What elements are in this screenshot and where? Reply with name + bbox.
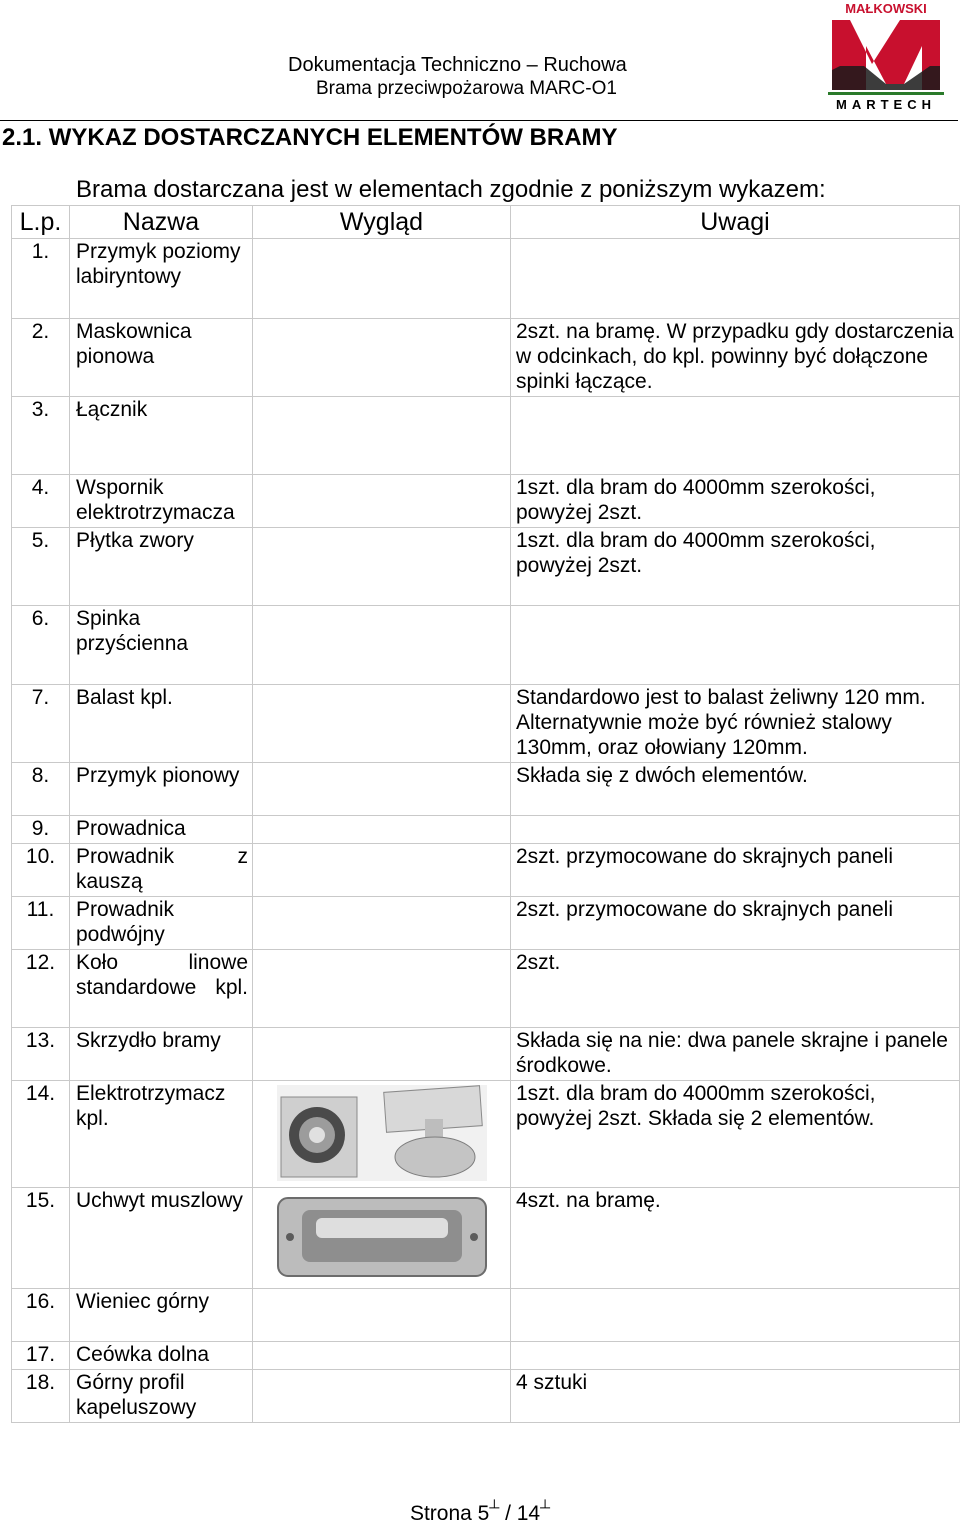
row-notes: 2szt. [511,950,960,1028]
row-image [253,1370,511,1423]
row-name: Łącznik [70,397,253,475]
header-name: Nazwa [70,206,253,239]
row-notes: 2szt. przymocowane do skrajnych paneli [511,844,960,897]
row-notes: 1szt. dla bram do 4000mm szerokości, powyżej 2szt. [511,475,960,528]
row-image [253,1342,511,1370]
table-row [12,685,960,763]
row-name: Uchwyt muszlowy [70,1188,253,1289]
document-title: Dokumentacja Techniczno – Ruchowa [288,54,627,76]
intro-text: Brama dostarczana jest w elementach zgodnie z poniższym wykazem: [76,176,826,203]
row-name: Ceówka dolna [70,1342,253,1370]
header-image: Wygląd [253,206,511,239]
row-name: Balast kpl. [70,685,253,763]
row-image [253,528,511,606]
row-image [253,897,511,950]
row-num: 1. [12,239,70,319]
table-row [12,1188,960,1289]
row-image [253,1081,511,1188]
table-row [12,897,960,950]
table-row [12,397,960,475]
row-num: 13. [12,1028,70,1081]
row-num: 2. [12,319,70,397]
logo-bottom-text: MARTECH [836,97,936,112]
table-row [12,606,960,685]
header-num: L.p. [12,206,70,239]
row-num: 12. [12,950,70,1028]
row-notes: 1szt. dla bram do 4000mm szerokości, powyżej 2szt. Składa się 2 elementów. [511,1081,960,1188]
table-row [12,528,960,606]
shell-handle-photo [272,1192,492,1282]
handle-screw-left [286,1233,294,1241]
row-num: 5. [12,528,70,606]
row-name: Wieniec górny [70,1289,253,1342]
page-mark: ┴ [489,1499,500,1515]
row-name: Spinka przyścienna [70,606,253,685]
row-name: Koło linowe standardowe kpl. [70,950,253,1028]
row-image [253,844,511,897]
header-notes: Uwagi [511,206,960,239]
armature-disc [395,1137,475,1177]
table-row [12,1028,960,1081]
row-image [253,950,511,1028]
row-image [253,685,511,763]
magnet-center [309,1127,325,1143]
table-row [12,1342,960,1370]
row-notes: 4szt. na bramę. [511,1188,960,1289]
section-heading: 2.1. WYKAZ DOSTARCZANYCH ELEMENTÓW BRAMY [2,124,618,151]
row-name: Prowadnik podwójny [70,897,253,950]
electromagnet-photo [277,1085,487,1181]
row-name: Maskownica pionowa [70,319,253,397]
row-num: 7. [12,685,70,763]
row-notes [511,397,960,475]
row-notes [511,606,960,685]
row-notes: Składa się z dwóch elementów. [511,763,960,816]
row-notes: 4 sztuki [511,1370,960,1423]
row-notes [511,1289,960,1342]
row-num: 3. [12,397,70,475]
page-footer [0,1494,960,1527]
company-logo [826,0,946,112]
row-notes [511,816,960,844]
row-num: 8. [12,763,70,816]
row-name: Przymyk poziomy labiryntowy [70,239,253,319]
row-name: Prowadnica [70,816,253,844]
row-notes: 1szt. dla bram do 4000mm szerokości, powyżej 2szt. [511,528,960,606]
handle-recess-highlight [316,1218,448,1238]
row-num: 4. [12,475,70,528]
table-row [12,763,960,816]
row-num: 10. [12,844,70,897]
row-name: Skrzydło bramy [70,1028,253,1081]
row-image [253,475,511,528]
row-image [253,606,511,685]
header-rule [0,120,958,121]
table-row [12,1081,960,1188]
document-subtitle: Brama przeciwpożarowa MARC-O1 [316,78,617,99]
row-image [253,763,511,816]
row-image [253,397,511,475]
table-row [12,239,960,319]
logo-bar [828,92,944,95]
row-name: Elektrotrzymacz kpl. [70,1081,253,1188]
row-notes [511,239,960,319]
row-num: 16. [12,1289,70,1342]
row-notes: 2szt. przymocowane do skrajnych paneli [511,897,960,950]
row-num: 14. [12,1081,70,1188]
row-image [253,1289,511,1342]
page-separator: / 14 [499,1502,541,1525]
page-label: Strona 5 [409,1502,490,1525]
table-row [12,950,960,1028]
row-name: Prowadnik z kauszą [70,844,253,897]
table-row [12,475,960,528]
row-notes [511,1342,960,1370]
row-num: 11. [12,897,70,950]
handle-screw-right [470,1233,478,1241]
page-mark-total: ┴ [540,1499,551,1515]
items-table [11,205,960,1423]
table-row [12,1289,960,1342]
row-image [253,1028,511,1081]
row-name: Przymyk pionowy [70,763,253,816]
table-row [12,844,960,897]
row-notes: 2szt. na bramę. W przypadku gdy dostarczenia w odcinkach, do kpl. powinny być dołączone spinki łączące. [511,319,960,397]
table-row [12,1370,960,1423]
row-num: 15. [12,1188,70,1289]
table-row [12,816,960,844]
row-image [253,239,511,319]
table-header-row [12,206,960,239]
row-image [253,1188,511,1289]
row-image [253,816,511,844]
row-name: Górny profil kapeluszowy [70,1370,253,1423]
row-num: 9. [12,816,70,844]
table-row [12,319,960,397]
row-num: 6. [12,606,70,685]
row-image [253,319,511,397]
row-num: 17. [12,1342,70,1370]
row-name: Płytka zwory [70,528,253,606]
row-name: Wspornik elektrotrzymacza [70,475,253,528]
row-notes: Składa się na nie: dwa panele skrajne i panele środkowe. [511,1028,960,1081]
row-num: 18. [12,1370,70,1423]
logo-top-text: MAŁKOWSKI [845,1,927,16]
row-notes: Standardowo jest to balast żeliwny 120 mm. Alternatywnie może być również stalowy 130mm, oraz ołowiany 120mm. [511,685,960,763]
